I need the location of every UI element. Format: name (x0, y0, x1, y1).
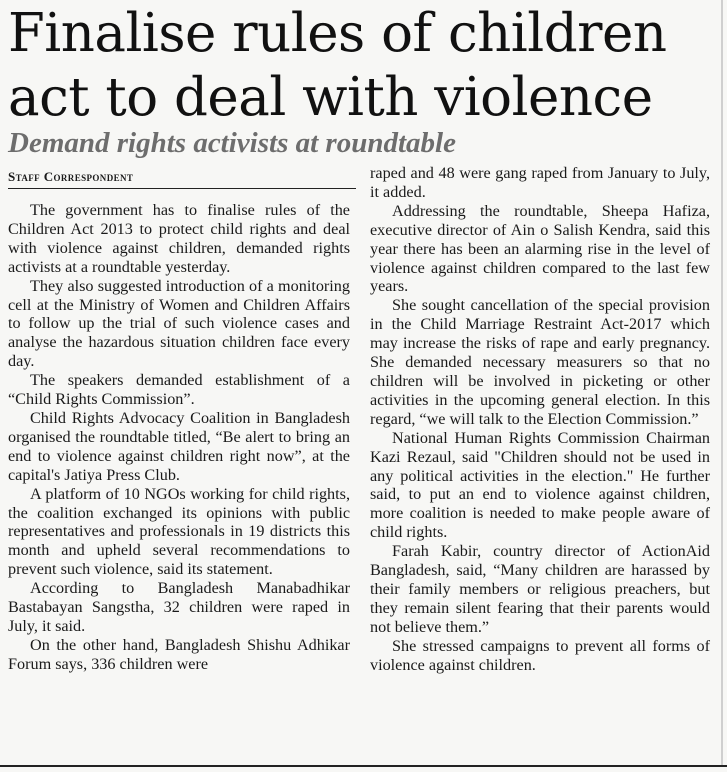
paragraph: She sought cancellation of the special provision in the Child Marriage Restraint Act-2017 which may increase the risks of rape and early pregnancy. She demanded necessary measurers so that no children will be involved in picketing or other activities in the upcoming general election. In this regard, “we will talk to the Election Commission.” (370, 296, 710, 428)
paragraph: She stressed campaigns to prevent all forms of violence against children. (370, 636, 710, 674)
headline-line-1: Finalise rules of children (8, 3, 667, 64)
paragraph: A platform of 10 NGOs working for child rights, the coalition exchanged its opinions with public representatives and professionals in 19 districts this month and upheld several recommendations to prevent such violence, said its statement. (8, 484, 350, 579)
bottom-rule (0, 765, 727, 767)
subheadline: Demand rights activists at roundtable (8, 127, 456, 159)
byline-text: Staff Correspondent (8, 169, 134, 184)
paragraph: On the other hand, Bangladesh Shishu Adhikar Forum says, 336 children were (8, 635, 350, 673)
headline (8, 2, 720, 130)
paragraph-continuation: raped and 48 were gang raped from January to July, it added. (370, 164, 710, 201)
paragraph: They also suggested introduction of a monitoring cell at the Ministry of Women and Children Affairs to follow up the trial of such violence cases and analyse the hazardous situation children face every day. (8, 276, 350, 371)
paragraph: Child Rights Advocacy Coalition in Bangladesh organised the roundtable titled, “Be alert to bring an end to violence against children right now”, at the capital's Jatiya Press Club. (8, 408, 350, 484)
article-column-2 (370, 164, 710, 674)
paragraph: Farah Kabir, country director of ActionAid Bangladesh, said, “Many children are harassed by their family members or religious preachers, but they remain silent fearing that their parents would not believe them.” (370, 542, 710, 636)
paragraph: The government has to finalise rules of the Children Act 2013 to protect child rights and deal with violence against children, demanded rights activists at a roundtable yesterday. (8, 201, 350, 276)
article-column-1 (8, 201, 350, 674)
paragraph: According to Bangladesh Manabadhikar Bastabayan Sangstha, 32 children were raped in July, it said. (8, 579, 350, 635)
headline-line-2: act to deal with violence (8, 67, 653, 128)
paragraph: The speakers demanded establishment of a “Child Rights Commission”. (8, 371, 350, 409)
right-border (721, 0, 723, 767)
byline (8, 167, 356, 189)
paragraph: National Human Rights Commission Chairman Kazi Rezaul, said "Children should not be used in any political activities in the election." He further said, to put an end to violence against children, more coalition is needed to make people aware of child rights. (370, 428, 710, 542)
paragraph: Addressing the roundtable, Sheepa Hafiza, executive director of Ain o Salish Kendra, said this year there has been an alarming rise in the level of violence against children compared to the last few years. (370, 201, 710, 296)
